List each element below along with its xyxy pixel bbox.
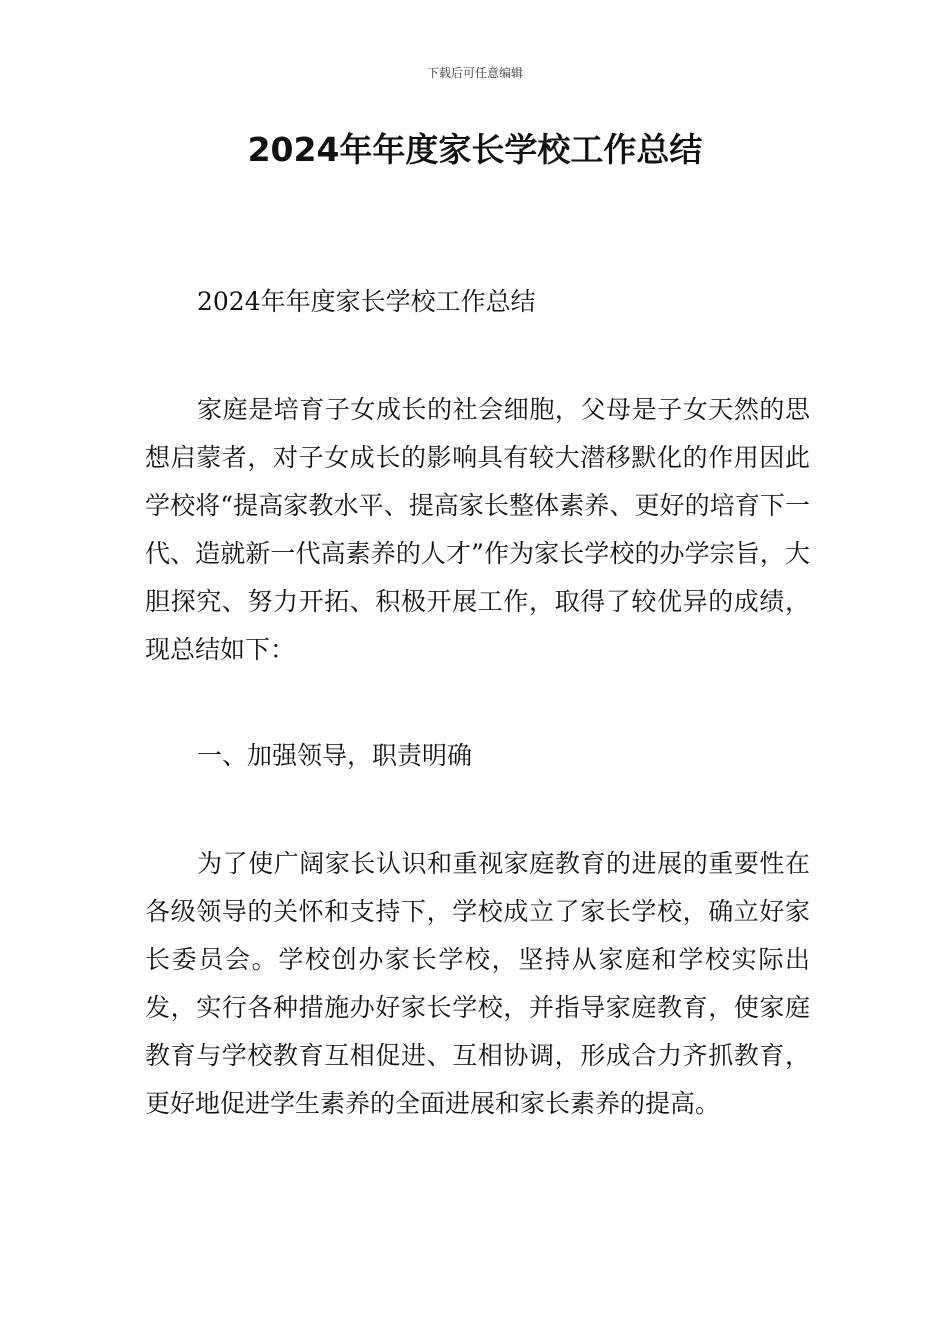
- spacer: [145, 326, 810, 386]
- spacer: [145, 674, 810, 732]
- section-paragraph: 为了使广阔家长认识和重视家庭教育的进展的重要性在各级领导的关怀和支持下，学校成立了家长学校，确立好家长委员会。学校创办家长学校，坚持从家庭和学校实际出发，实行各种措施办好家长学校，并指导家庭教育，使家庭教育与学校教育互相促进、互相协调，形成合力齐抓教育，更好地促进学生素养的全面进展和家长素养的提高。: [145, 849, 810, 1118]
- document-title: 2024年年度家长学校工作总结: [247, 130, 703, 169]
- intro-paragraph: 家庭是培育子女成长的社会细胞，父母是子女天然的思想启蒙者，对子女成长的影响具有较大潜移默化的作用因此学校将“提高家教水平、提高家长整体素养、更好的培育下一代、造就新一代高素养的人才”作为家长学校的办学宗旨，大胆探究、努力开拓、积极开展工作，取得了较优异的成绩，现总结如下：: [145, 395, 810, 664]
- spacer: [145, 780, 810, 840]
- header-note: 下载后可任意编辑: [426, 66, 523, 80]
- section-heading: 一、加强领导，职责明确: [197, 741, 473, 770]
- document-body: [145, 278, 810, 1128]
- subtitle-line: 2024年年度家长学校工作总结: [197, 287, 536, 316]
